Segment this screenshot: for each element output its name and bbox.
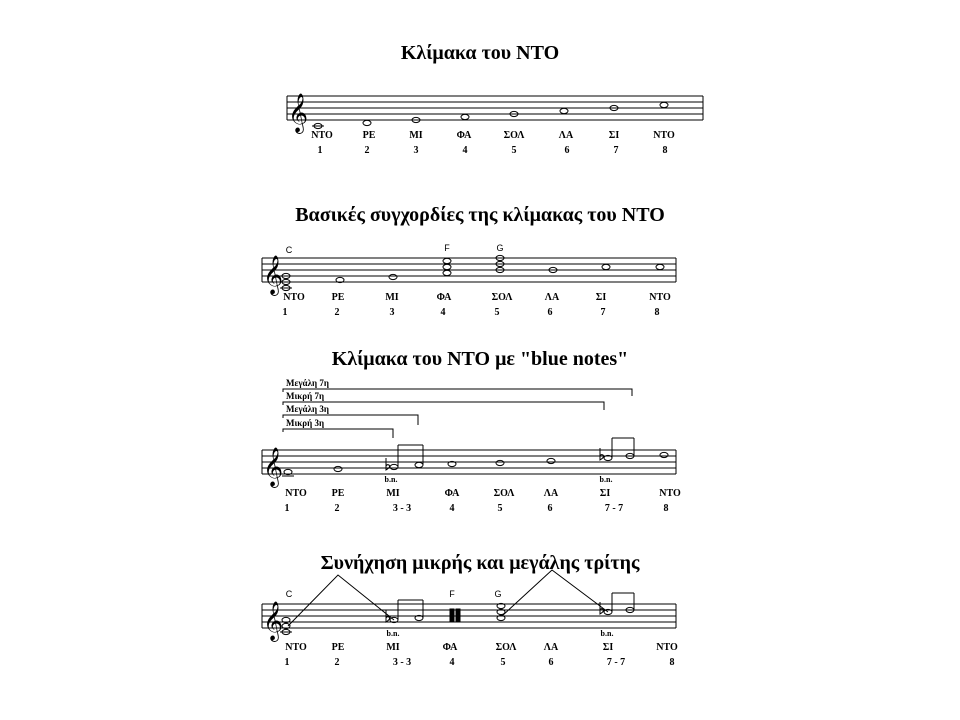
blue-note-minor-3rd [390,464,398,469]
degree: 8 [663,503,669,514]
degree: 4 [449,503,455,514]
chord-f-note [443,270,451,275]
note-8 [656,264,664,269]
chord-symbol-f: F [444,243,450,253]
degree: 1 [317,145,323,156]
note-name: ΝΤΟ [311,130,333,141]
note-name: ΛΑ [544,292,560,303]
staff-2 [262,255,676,296]
degree: 7 - 7 [604,503,624,514]
note-name: ΦΑ [444,488,460,499]
note-name: ΡΕ [331,292,345,303]
blue-note-label: b.n. [600,629,614,638]
note-name: ΝΤΟ [656,642,678,653]
treble-clef-icon: 𝄞 [263,257,284,294]
interval-label: Μεγάλη 7η [286,378,329,388]
note-name: ΡΕ [331,488,345,499]
note-name: ΛΑ [558,130,574,141]
note-name: ΜΙ [386,642,400,653]
degree: 1 [284,657,290,668]
degree: 8 [662,145,668,156]
degree: 8 [669,657,675,668]
note-name: ΜΙ [409,130,423,141]
note-name: ΣΟΛ [495,642,517,653]
note-6 [547,458,555,463]
note-name: ΜΙ [386,488,400,499]
note-7 [602,264,610,269]
chord-f-block [450,609,454,622]
note-name: ΣΙ [595,292,607,303]
degree: 7 - 7 [606,657,626,668]
degree: 3 [413,145,419,156]
section-1-title: Κλίμακα του ΝΤΟ [400,42,560,64]
note-3 [389,274,397,279]
degree: 4 [449,657,455,668]
treble-clef-icon: 𝄞 [263,449,284,486]
note-4 [461,114,469,119]
chord-symbol-f: F [449,589,455,599]
third-connector [502,570,608,616]
chord-symbol-g: G [496,243,504,253]
note-name: ΦΑ [456,130,472,141]
degree: 2 [364,145,370,156]
chord-symbol-c: C [285,589,293,599]
section-3-title: Κλίμακα του ΝΤΟ με "blue notes" [331,348,629,370]
note-name: ΦΑ [436,292,452,303]
blue-note-label: b.n. [386,629,400,638]
note-5 [496,460,504,465]
chord-f-note [443,264,451,269]
staff-4 [262,570,676,642]
degree: 2 [334,307,340,318]
degree: 5 [511,145,517,156]
degree: 7 [600,307,606,318]
degree: 5 [497,503,503,514]
note-name: ΣΟΛ [493,488,515,499]
degree: 2 [334,503,340,514]
degree: 6 [564,145,570,156]
degree: 3 - 3 [392,503,412,514]
staff-1 [287,94,703,134]
note-name: ΝΤΟ [659,488,681,499]
note-3-major [415,462,423,467]
note-name: ΣΟΛ [503,130,525,141]
degree: 2 [334,657,340,668]
chord-symbol-g: G [494,589,502,599]
note-2 [334,466,342,471]
note-name: ΜΙ [385,292,399,303]
note-name: ΣΙ [608,130,620,141]
degree: 8 [654,307,660,318]
blue-note-label: b.n. [384,475,398,484]
degree: 5 [500,657,506,668]
degree: 6 [548,657,554,668]
degree: 6 [547,307,553,318]
note-6 [560,108,568,113]
note-name: ΛΑ [543,642,559,653]
degree: 7 [613,145,619,156]
degree: 6 [547,503,553,514]
note-name: ΝΤΟ [283,292,305,303]
note-8 [660,102,668,107]
note-name: ΡΕ [362,130,376,141]
note-2 [363,120,371,125]
note-name: ΛΑ [543,488,559,499]
chord-f-note [443,258,451,263]
degree: 4 [462,145,468,156]
degree: 5 [494,307,500,318]
note-name: ΝΤΟ [653,130,675,141]
interval-label: Μικρή 3η [286,418,325,428]
note-name: ΣΙ [602,642,614,653]
section-4-title: Συνήχηση μικρής και μεγάλης τρίτης [320,552,640,574]
treble-clef-icon: 𝄞 [263,603,284,640]
chord-symbol-c: C [285,245,293,255]
degree: 1 [284,503,290,514]
third-connector [285,575,394,626]
note-8 [660,452,668,457]
blue-note-label: b.n. [599,475,613,484]
degree: 4 [440,307,446,318]
note-name: ΝΤΟ [285,488,307,499]
degree: 3 [389,307,395,318]
note-name: ΝΤΟ [285,642,307,653]
interval-label: Μικρή 7η [286,391,325,401]
degree: 1 [282,307,288,318]
note-name: ΡΕ [331,642,345,653]
note-name: ΝΤΟ [649,292,671,303]
note-name: ΣΟΛ [491,292,513,303]
interval-label: Μεγάλη 3η [286,404,329,414]
section-2-title: Βασικές συγχορδίες της κλίμακας του ΝΤΟ [295,204,665,226]
degree: 3 - 3 [392,657,412,668]
treble-clef-icon: 𝄞 [288,95,309,132]
chord-f-block [456,609,460,622]
note-name: ΦΑ [442,642,458,653]
note-name: ΣΙ [599,488,611,499]
